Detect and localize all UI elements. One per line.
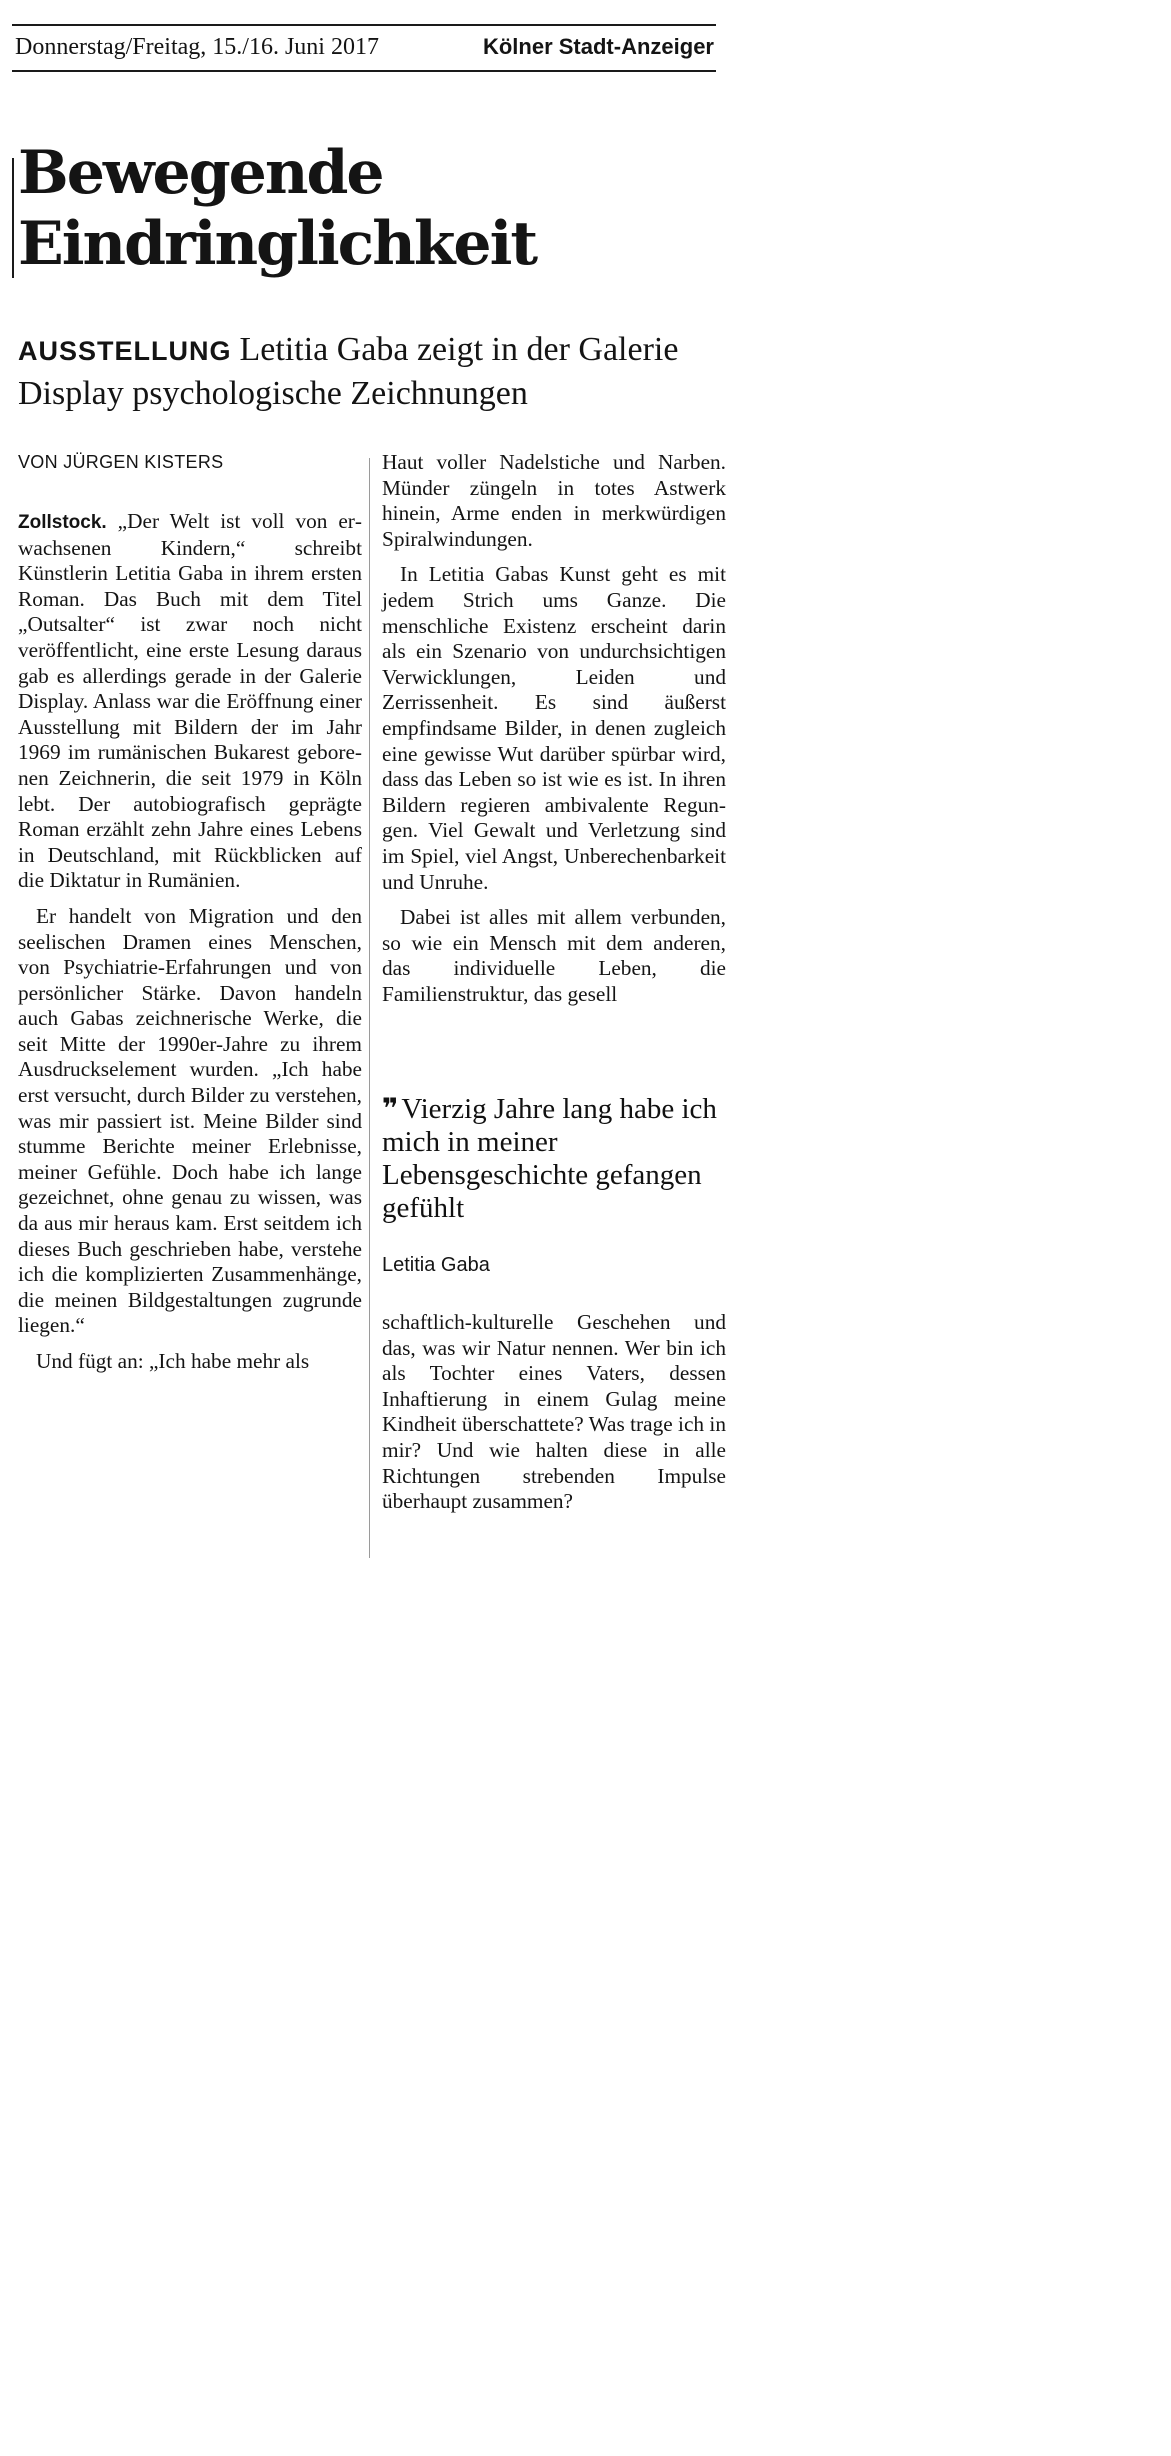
newspaper-name: Kölner Stadt-Anzeiger bbox=[482, 34, 714, 59]
paragraph-text: „Der Welt ist voll von erwachsenen Kindern,“ schreibt Künstlerin Letitia Gaba in ihrem ersten Roman. Das Buch mit dem Titel „Outsalter“ ist zwar noch nicht veröffentlicht, eine erste Lesung daraus gab es allerdings gerade in der Galerie Display. Anlass war die Eröffnung einer Ausstellung mit Bildern der im Jahr 1969 im rumänischen Bukarest geborenen Zeichnerin, die seit 1979 in Köln lebt. Der autobiografisch geprägte Roman erzählt zehn Jahre eines Lebens in Deutschland, mit Rückblicken auf die Diktatur in Rumänien. bbox=[18, 509, 362, 893]
header-rule-bottom bbox=[12, 70, 716, 72]
kicker: AUSSTELLUNG bbox=[18, 336, 232, 366]
headline-accent-bar bbox=[12, 158, 14, 278]
paragraph bbox=[18, 509, 362, 894]
byline: VON JÜRGEN KISTERS bbox=[18, 452, 224, 472]
dateline: Zollstock. bbox=[18, 512, 107, 533]
subheadline-text: Letitia Gaba zeigt in der Galerie Display psychologische Zeichnungen bbox=[18, 331, 679, 413]
headline bbox=[18, 138, 536, 280]
paragraph: Haut voller Nadelstiche und Narben. Münder züngeln in totes Astwerk hinein, Arme enden in merkwürdigen Spiralwindungen. bbox=[382, 450, 726, 551]
header-rule-top bbox=[12, 24, 716, 26]
pull-quote-author: Letitia Gaba bbox=[382, 1254, 490, 1276]
quote-mark-icon: ❜❜ bbox=[382, 1092, 396, 1125]
subheadline bbox=[18, 328, 718, 416]
headline-line-1: Bewegende bbox=[18, 138, 383, 208]
paragraph: Dabei ist alles mit allem verbunden, so wie ein Mensch mit dem anderen, das individuelle Leben, die Familienstruktur, das gesell bbox=[382, 905, 726, 1006]
pull-quote-text: Vierzig Jahre lang habe ich mich in meiner Lebensgeschichte gefangen gefühlt bbox=[382, 1093, 717, 1224]
header-date: Donnerstag/Freitag, 15./16. Juni 2017 bbox=[15, 34, 379, 60]
paragraph: Er handelt von Migration und den seelischen Dramen eines Menschen, von Psychiatrie-Erfahrungen und von persönlicher Stärke. Davon handeln auch Gabas zeichnerische Werke, die seit Mitte der 1990er-Jahre zu ihrem Ausdruckselement wurden. „Ich habe erst versucht, durch Bilder zu verstehen, was mir passiert ist. Meine Bilder sind stumme Berichte meiner Erlebnisse, meiner Gefühle. Doch habe ich lange gezeichnet, ohne genau zu wissen, was da aus mir heraus kam. Erst seitdem ich dieses Buch geschrieben habe, verstehe ich die komplizierten Zusammenhänge, die meinen Bildgestaltungen zugrunde liegen.“ bbox=[18, 903, 362, 1338]
paragraph: schaftlich-kulturelle Geschehen und das, was wir Natur nennen. Wer bin ich als Tochter eines Vaters, dessen Inhaftierung in einem Gulag meine Kindheit überschattete? Was trage ich in mir? Und wie halten diese in alle Richtungen strebenden Impulse überhaupt zusammen? bbox=[382, 1310, 726, 1514]
article-column-2 bbox=[382, 450, 726, 1007]
pull-quote bbox=[382, 1092, 732, 1225]
paragraph: Und fügt an: „Ich habe mehr als bbox=[36, 1349, 310, 1373]
article-column-1 bbox=[18, 509, 362, 1375]
article-column-2-continued bbox=[382, 1310, 726, 1515]
paragraph: In Letitia Gabas Kunst geht es mit jedem Strich ums Ganze. Die menschliche Existenz erscheint darin als ein Szenario von undurchsichtigen Verwicklungen, Leiden und Zerrissenheit. Es sind äußerst empfindsame Bilder, in denen zugleich eine gewisse Wut darüber spürbar wird, dass das Leben so ist wie es ist. In ihren Bildern regieren ambivalente Regungen. Viel Gewalt und Verletzung sind im Spiel, viel Angst, Unberechenbarkeit und Unruhe. bbox=[382, 562, 726, 894]
column-divider bbox=[369, 458, 370, 1558]
headline-line-2: Eindringlichkeit bbox=[18, 208, 537, 279]
